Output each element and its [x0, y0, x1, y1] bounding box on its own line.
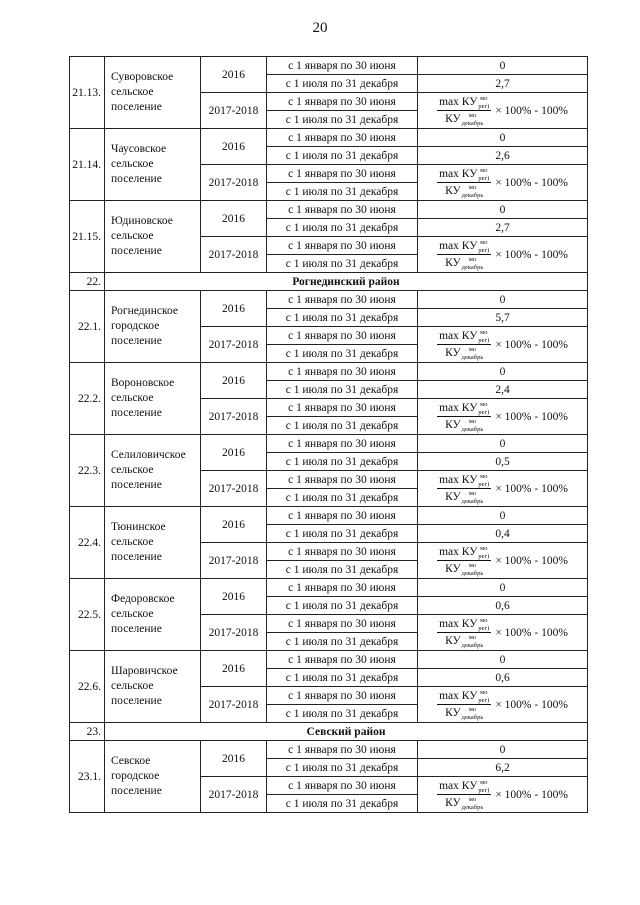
period-cell: с 1 июля по 31 декабря: [267, 345, 418, 363]
formula-den-text: КУ: [445, 113, 461, 125]
period-cell: с 1 января по 30 июня: [267, 435, 418, 453]
growth-formula: [437, 239, 568, 270]
year-cell: 2017-2018: [201, 687, 267, 723]
settlement-name: Федоровское сельское поселение: [105, 579, 201, 651]
formula-dek-index: декабрь: [461, 354, 484, 362]
period-cell: с 1 января по 30 июня: [267, 93, 418, 111]
formula-mo-index: мо: [468, 418, 477, 426]
formula-den-text: КУ: [445, 707, 461, 719]
period-cell: с 1 июля по 31 декабря: [267, 75, 418, 93]
district-row: [70, 723, 588, 741]
formula-den-text: КУ: [445, 347, 461, 359]
formula-denominator-indices: [461, 706, 484, 722]
formula-tail: × 100% - 100%: [495, 482, 568, 495]
period-cell: с 1 января по 30 июня: [267, 129, 418, 147]
growth-formula: [437, 329, 568, 360]
formula-mo-index: мо: [468, 256, 477, 264]
formula-numerator: [437, 167, 491, 183]
value-cell: 0: [418, 435, 588, 453]
formula-cell: [418, 93, 588, 129]
period-cell: с 1 июля по 31 декабря: [267, 417, 418, 435]
district-row: [70, 273, 588, 291]
formula-denominator-indices: [461, 562, 484, 578]
formula-mo-index: мо: [480, 473, 488, 481]
period-cell: с 1 июля по 31 декабря: [267, 255, 418, 273]
period-cell: с 1 июля по 31 декабря: [267, 795, 418, 813]
settlement-name: Рогнединское городское поселение: [105, 291, 201, 363]
row-number: 22.1.: [70, 291, 105, 363]
row-number: 23.1.: [70, 741, 105, 813]
formula-mo-index: мо: [468, 706, 477, 714]
table-row: [70, 201, 588, 219]
formula-fraction: [437, 239, 491, 270]
table-row: [70, 363, 588, 381]
value-cell: 0,5: [418, 453, 588, 471]
year-cell: 2017-2018: [201, 237, 267, 273]
formula-reg-index: рег): [478, 697, 490, 705]
growth-formula: [437, 689, 568, 720]
formula-fraction: [437, 779, 491, 810]
formula-cell: [418, 543, 588, 579]
row-number: 22.4.: [70, 507, 105, 579]
formula-tail: × 100% - 100%: [495, 176, 568, 189]
row-number: 22.3.: [70, 435, 105, 507]
formula-max-text: max КУ: [439, 690, 478, 702]
period-cell: с 1 января по 30 июня: [267, 543, 418, 561]
formula-mo-index: мо: [468, 562, 477, 570]
formula-max-text: max КУ: [439, 240, 478, 252]
value-cell: 5,7: [418, 309, 588, 327]
row-number: 22.6.: [70, 651, 105, 723]
formula-tail: × 100% - 100%: [495, 788, 568, 801]
formula-numerator-indices: [478, 329, 490, 345]
table-row: [70, 507, 588, 525]
value-cell: 0: [418, 57, 588, 75]
value-cell: 0: [418, 201, 588, 219]
formula-cell: [418, 471, 588, 507]
formula-denominator-indices: [461, 418, 484, 434]
formula-dek-index: декабрь: [461, 120, 484, 128]
settlement-name: Чаусовское сельское поселение: [105, 129, 201, 201]
formula-numerator: [437, 329, 491, 345]
period-cell: с 1 января по 30 июня: [267, 165, 418, 183]
formula-mo-index: мо: [468, 490, 477, 498]
formula-mo-index: мо: [468, 634, 477, 642]
value-cell: 0: [418, 363, 588, 381]
formula-cell: [418, 777, 588, 813]
formula-numerator-indices: [478, 401, 490, 417]
year-cell: 2016: [201, 579, 267, 615]
growth-formula: [437, 401, 568, 432]
period-cell: с 1 января по 30 июня: [267, 201, 418, 219]
formula-numerator-indices: [478, 689, 490, 705]
formula-reg-index: рег): [478, 625, 490, 633]
period-cell: с 1 июля по 31 декабря: [267, 669, 418, 687]
formula-max-text: max КУ: [439, 168, 478, 180]
period-cell: с 1 июля по 31 декабря: [267, 111, 418, 129]
row-number: 22.2.: [70, 363, 105, 435]
formula-denominator-indices: [461, 796, 484, 812]
year-cell: 2016: [201, 291, 267, 327]
formula-max-text: max КУ: [439, 618, 478, 630]
tariff-table: [69, 56, 588, 813]
formula-denominator: [443, 111, 485, 126]
formula-mo-index: мо: [480, 545, 488, 553]
period-cell: с 1 июля по 31 декабря: [267, 453, 418, 471]
formula-numerator: [437, 473, 491, 489]
growth-formula: [437, 545, 568, 576]
table-row: [70, 291, 588, 309]
formula-fraction: [437, 545, 491, 576]
period-cell: с 1 июля по 31 декабря: [267, 147, 418, 165]
row-number: 21.14.: [70, 129, 105, 201]
tariff-table-body: [70, 57, 588, 813]
formula-denominator: [443, 633, 485, 648]
formula-numerator-indices: [478, 239, 490, 255]
formula-dek-index: декабрь: [461, 804, 484, 812]
period-cell: с 1 января по 30 июня: [267, 363, 418, 381]
period-cell: с 1 января по 30 июня: [267, 615, 418, 633]
period-cell: с 1 января по 30 июня: [267, 57, 418, 75]
formula-numerator: [437, 545, 491, 561]
year-cell: 2017-2018: [201, 93, 267, 129]
formula-dek-index: декабрь: [461, 714, 484, 722]
value-cell: 0: [418, 651, 588, 669]
formula-reg-index: рег): [478, 247, 490, 255]
settlement-name: Селиловичское сельское поселение: [105, 435, 201, 507]
period-cell: с 1 января по 30 июня: [267, 507, 418, 525]
formula-denominator-indices: [461, 490, 484, 506]
settlement-name: Суворовское сельское поселение: [105, 57, 201, 129]
value-cell: 0,6: [418, 669, 588, 687]
formula-tail: × 100% - 100%: [495, 626, 568, 639]
period-cell: с 1 января по 30 июня: [267, 579, 418, 597]
formula-reg-index: рег): [478, 409, 490, 417]
formula-mo-index: мо: [480, 95, 488, 103]
table-row: [70, 435, 588, 453]
row-number: 21.13.: [70, 57, 105, 129]
period-cell: с 1 июля по 31 декабря: [267, 381, 418, 399]
formula-reg-index: рег): [478, 337, 490, 345]
formula-tail: × 100% - 100%: [495, 554, 568, 567]
period-cell: с 1 января по 30 июня: [267, 651, 418, 669]
formula-tail: × 100% - 100%: [495, 410, 568, 423]
settlement-name: Шаровичское сельское поселение: [105, 651, 201, 723]
year-cell: 2016: [201, 651, 267, 687]
year-cell: 2017-2018: [201, 615, 267, 651]
formula-max-text: max КУ: [439, 402, 478, 414]
row-number: 21.15.: [70, 201, 105, 273]
value-cell: 0: [418, 291, 588, 309]
formula-den-text: КУ: [445, 185, 461, 197]
formula-numerator: [437, 617, 491, 633]
formula-dek-index: декабрь: [461, 426, 484, 434]
growth-formula: [437, 617, 568, 648]
formula-cell: [418, 687, 588, 723]
formula-max-text: max КУ: [439, 96, 478, 108]
period-cell: с 1 января по 30 июня: [267, 777, 418, 795]
formula-denominator-indices: [461, 256, 484, 272]
value-cell: 0: [418, 741, 588, 759]
page-number: 20: [312, 20, 328, 36]
year-cell: 2017-2018: [201, 471, 267, 507]
formula-fraction: [437, 167, 491, 198]
table-row: [70, 129, 588, 147]
formula-reg-index: рег): [478, 553, 490, 561]
formula-tail: × 100% - 100%: [495, 698, 568, 711]
formula-reg-index: рег): [478, 787, 490, 795]
formula-numerator-indices: [478, 617, 490, 633]
table-row: [70, 741, 588, 759]
formula-mo-index: мо: [480, 689, 488, 697]
row-number: 23.: [70, 723, 105, 741]
formula-fraction: [437, 95, 491, 126]
formula-denominator: [443, 705, 485, 720]
formula-denominator-indices: [461, 634, 484, 650]
formula-reg-index: рег): [478, 103, 490, 111]
formula-numerator-indices: [478, 473, 490, 489]
formula-dek-index: декабрь: [461, 570, 484, 578]
year-cell: 2016: [201, 57, 267, 93]
table-row: [70, 579, 588, 597]
formula-dek-index: декабрь: [461, 264, 484, 272]
period-cell: с 1 января по 30 июня: [267, 687, 418, 705]
formula-den-text: КУ: [445, 635, 461, 647]
settlement-name: Севское городское поселение: [105, 741, 201, 813]
formula-numerator-indices: [478, 545, 490, 561]
period-cell: с 1 июля по 31 декабря: [267, 561, 418, 579]
value-cell: 0,4: [418, 525, 588, 543]
formula-denominator-indices: [461, 112, 484, 128]
period-cell: с 1 июля по 31 декабря: [267, 759, 418, 777]
period-cell: с 1 июля по 31 декабря: [267, 219, 418, 237]
formula-mo-index: мо: [480, 401, 488, 409]
period-cell: с 1 июля по 31 декабря: [267, 525, 418, 543]
formula-numerator: [437, 689, 491, 705]
formula-reg-index: рег): [478, 175, 490, 183]
settlement-name: Тюнинское сельское поселение: [105, 507, 201, 579]
formula-tail: × 100% - 100%: [495, 104, 568, 117]
value-cell: 2,7: [418, 219, 588, 237]
formula-numerator-indices: [478, 167, 490, 183]
year-cell: 2016: [201, 129, 267, 165]
year-cell: 2017-2018: [201, 165, 267, 201]
period-cell: с 1 января по 30 июня: [267, 741, 418, 759]
value-cell: 0: [418, 129, 588, 147]
formula-denominator: [443, 489, 485, 504]
formula-cell: [418, 615, 588, 651]
value-cell: 0: [418, 507, 588, 525]
formula-tail: × 100% - 100%: [495, 248, 568, 261]
year-cell: 2016: [201, 435, 267, 471]
formula-numerator-indices: [478, 95, 490, 111]
value-cell: 6,2: [418, 759, 588, 777]
formula-mo-index: мо: [480, 779, 488, 787]
formula-fraction: [437, 617, 491, 648]
district-title: Рогнединский район: [105, 273, 588, 291]
formula-mo-index: мо: [468, 184, 477, 192]
period-cell: с 1 января по 30 июня: [267, 237, 418, 255]
table-row: [70, 57, 588, 75]
formula-mo-index: мо: [468, 796, 477, 804]
formula-mo-index: мо: [480, 167, 488, 175]
value-cell: 2,7: [418, 75, 588, 93]
growth-formula: [437, 473, 568, 504]
formula-numerator: [437, 95, 491, 111]
formula-denominator: [443, 561, 485, 576]
year-cell: 2016: [201, 201, 267, 237]
formula-den-text: КУ: [445, 419, 461, 431]
formula-max-text: max КУ: [439, 330, 478, 342]
row-number: 22.5.: [70, 579, 105, 651]
formula-cell: [418, 165, 588, 201]
formula-cell: [418, 237, 588, 273]
formula-denominator: [443, 255, 485, 270]
formula-mo-index: мо: [480, 617, 488, 625]
period-cell: с 1 июля по 31 декабря: [267, 489, 418, 507]
formula-denominator: [443, 183, 485, 198]
period-cell: с 1 января по 30 июня: [267, 327, 418, 345]
formula-fraction: [437, 689, 491, 720]
formula-den-text: КУ: [445, 257, 461, 269]
formula-denominator: [443, 345, 485, 360]
growth-formula: [437, 167, 568, 198]
formula-denominator: [443, 417, 485, 432]
formula-mo-index: мо: [480, 239, 488, 247]
value-cell: 2,4: [418, 381, 588, 399]
formula-max-text: max КУ: [439, 546, 478, 558]
formula-fraction: [437, 473, 491, 504]
formula-mo-index: мо: [480, 329, 488, 337]
formula-dek-index: декабрь: [461, 498, 484, 506]
period-cell: с 1 июля по 31 декабря: [267, 597, 418, 615]
formula-dek-index: декабрь: [461, 192, 484, 200]
formula-numerator: [437, 779, 491, 795]
growth-formula: [437, 779, 568, 810]
period-cell: с 1 июля по 31 декабря: [267, 309, 418, 327]
table-row: [70, 651, 588, 669]
period-cell: с 1 января по 30 июня: [267, 471, 418, 489]
formula-denominator: [443, 795, 485, 810]
formula-mo-index: мо: [468, 112, 477, 120]
period-cell: с 1 июля по 31 декабря: [267, 633, 418, 651]
formula-cell: [418, 399, 588, 435]
formula-numerator: [437, 401, 491, 417]
formula-mo-index: мо: [468, 346, 477, 354]
year-cell: 2016: [201, 507, 267, 543]
formula-dek-index: декабрь: [461, 642, 484, 650]
formula-den-text: КУ: [445, 797, 461, 809]
formula-cell: [418, 327, 588, 363]
formula-denominator-indices: [461, 184, 484, 200]
year-cell: 2016: [201, 741, 267, 777]
value-cell: 0: [418, 579, 588, 597]
year-cell: 2017-2018: [201, 543, 267, 579]
year-cell: 2016: [201, 363, 267, 399]
formula-tail: × 100% - 100%: [495, 338, 568, 351]
formula-den-text: КУ: [445, 563, 461, 575]
year-cell: 2017-2018: [201, 399, 267, 435]
formula-reg-index: рег): [478, 481, 490, 489]
formula-max-text: max КУ: [439, 474, 478, 486]
year-cell: 2017-2018: [201, 777, 267, 813]
period-cell: с 1 июля по 31 декабря: [267, 705, 418, 723]
settlement-name: Вороновское сельское поселение: [105, 363, 201, 435]
formula-fraction: [437, 401, 491, 432]
formula-fraction: [437, 329, 491, 360]
growth-formula: [437, 95, 568, 126]
formula-denominator-indices: [461, 346, 484, 362]
district-title: Севский район: [105, 723, 588, 741]
formula-den-text: КУ: [445, 491, 461, 503]
period-cell: с 1 июля по 31 декабря: [267, 183, 418, 201]
formula-numerator: [437, 239, 491, 255]
year-cell: 2017-2018: [201, 327, 267, 363]
period-cell: с 1 января по 30 июня: [267, 399, 418, 417]
value-cell: 2,6: [418, 147, 588, 165]
row-number: 22.: [70, 273, 105, 291]
settlement-name: Юдиновское сельское поселение: [105, 201, 201, 273]
value-cell: 0,6: [418, 597, 588, 615]
formula-max-text: max КУ: [439, 780, 478, 792]
period-cell: с 1 января по 30 июня: [267, 291, 418, 309]
formula-numerator-indices: [478, 779, 490, 795]
